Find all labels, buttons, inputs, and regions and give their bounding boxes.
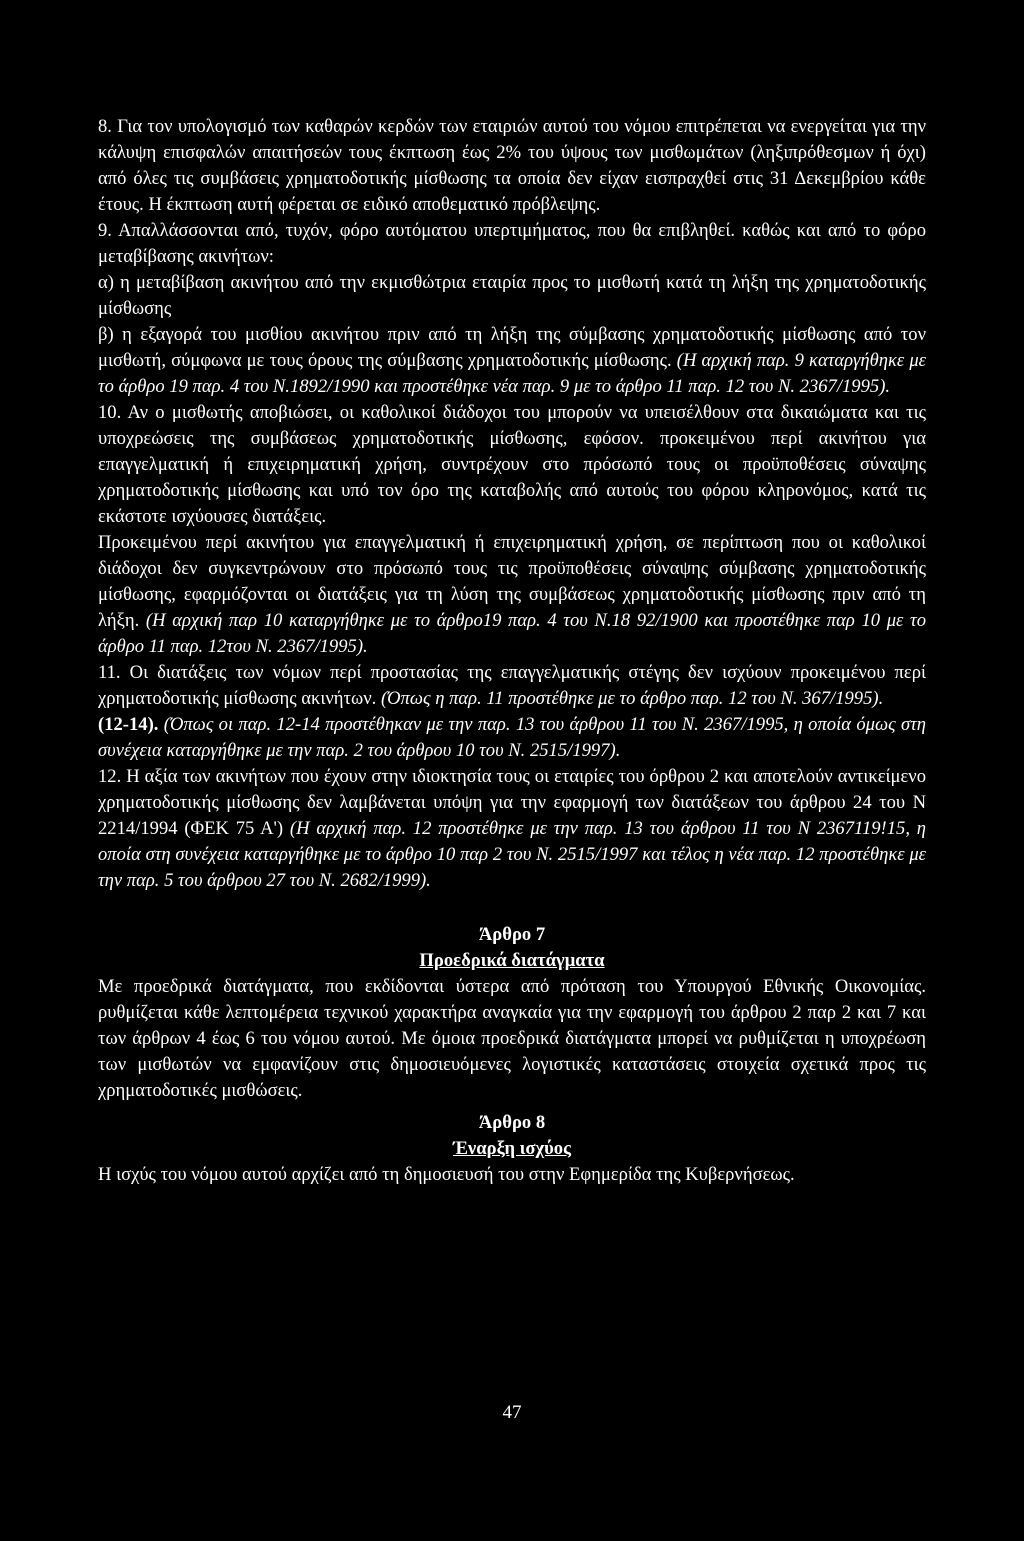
- paragraph-9-item-a: α) η μεταβίβαση ακινήτου από την εκμισθώτρια εταιρία προς το μισθωτή κατά τη λήξη της χρηματοδοτικής μίσθωσης: [98, 272, 926, 319]
- article-7-text: Με προεδρικά διατάγματα, που εκδίδονται ύστερα από πρόταση του Υπουργού Εθνικής Οικονομίας. ρυθμίζεται κάθε λεπτομέρεια τεχνικού χαρακτήρα αναγκαία για την εφαρμογή του άρθρου 2 παρ 2 και 7 και των άρθρων 4 έως 6 του νόμου αυτού. Με όμοια προεδρικά διατάγματα μπορεί να ρυθμίζεται η υποχρέωση των μισθωτών να εμφανίζουν στις δημοσιευόμενες λογιστικές καταστάσεις στοιχεία σχετικά προς τις χρηματοδοτικές μισθώσεις.: [98, 976, 926, 1101]
- paragraph-8: 8. Για τον υπολογισμό των καθαρών κερδών των εταιριών αυτού του νόμου επιτρέπεται να ενεργείται για την κάλυψη επισφαλών απαιτήσεών τους έκπτωση έως 2% του ύψους των μισθωμάτων (ληξιπρόθεσμων ή όχι) από όλες τις συμβάσεις χρηματοδοτικής μίσθωσης τα οποία δεν είχαν εισπραχθεί στις 31 Δεκεμβρίου κάθε έτους. Η έκπτωση αυτή φέρεται σε ειδικό αποθεματικό πρόβλεψης.: [98, 116, 926, 215]
- paragraph-9-amendment-note: (Η αρχική παρ. 9 καταργήθηκε με το άρθρο 19 παρ. 4 του Ν.1892/1990 και προστέθηκε νέα παρ. 9 με το άρθρο 11 παρ. 12 του Ν. 2367/1995).: [98, 350, 926, 397]
- article-8-heading: Άρθρο 8: [478, 1112, 546, 1133]
- paragraph-11-amendment-note: (Όπως η παρ. 11 προστέθηκε με το άρθρο παρ. 12 του Ν. 367/1995).: [380, 688, 884, 709]
- article-7-title: Προεδρικά διατάγματα: [419, 950, 605, 971]
- paragraph-11: [98, 660, 926, 712]
- article-8-title: Έναρξη ισχύος: [453, 1138, 571, 1159]
- paragraph-12-amendment-note: (Η αρχική παρ. 12 προστέθηκε με την παρ. 13 του άρθρου 11 του Ν 2367119!15, η οποία στη συνέχεια καταργήθηκε με το άρθρο 10 παρ 2 του Ν. 2515/1997 και τέλος η νέα παρ. 12 προστέθηκε με την παρ. 5 του άρθρου 27 του Ν. 2682/1999).: [98, 818, 927, 891]
- paragraph-10-second: [98, 530, 926, 660]
- paragraph-10: 10. Αν ο μισθωτής αποβιώσει, οι καθολικοί διάδοχοι του μπορούν να υπεισέλθουν στα δικαιώματα και τις υποχρεώσεις της συμβάσεως χρηματοδοτικής μίσθωσης, εφόσον. προκειμένου περί ακινήτου για επαγγελματική ή επιχειρηματική χρήση, συντρέχουν στο πρόσωπό τους οι προϋποθέσεις σύναψης χρηματοδοτικής μίσθωσης και υπό τον όρο της καταβολής από αυτούς του φόρου κληρονόμος, κατά τις εκάστοτε ισχύουσες διατάξεις.: [98, 402, 926, 527]
- paragraph-9: 9. Απαλλάσσονται από, τυχόν, φόρο αυτόματου υπερτιμήματος, που θα επιβληθεί. καθώς και από το φόρο μεταβίβασης ακινήτων:: [98, 220, 926, 267]
- paragraph-12: [98, 764, 926, 894]
- paragraph-12-14-note: (Όπως οι παρ. 12-14 προστέθηκαν με την παρ. 13 του άρθρου 11 του Ν. 2367/1995, η οποία όμως στη συνέχεια καταργήθηκε με την παρ. 2 του άρθρου 10 του Ν. 2515/1997).: [98, 714, 926, 761]
- page-number: 47: [502, 1402, 522, 1423]
- paragraph-12-14: [98, 712, 926, 764]
- paragraph-12-text: 12. Η αξία των ακινήτων που έχουν στην ιδιοκτησία τους οι εταιρίες του όρθρου 2 και αποτελούν αντικείμενο χρηματοδοτικής μίσθωσης δεν λαμβάνεται υπόψη για την εφαρμογή των διατάξεων του άρθρου 24 του Ν 2214/1994 (ΦΕΚ 75 Α'): [98, 766, 926, 839]
- paragraph-12-14-label: (12-14).: [98, 714, 159, 735]
- paragraph-9-item-b: [98, 322, 926, 400]
- article-7-heading: Άρθρο 7: [478, 924, 546, 945]
- paragraph-11-text: 11. Οι διατάξεις των νόμων περί προστασίας της επαγγελματικής στέγης δεν ισχύουν προκειμένου περί χρηματοδοτικής μίσθωσης ακινήτων.: [98, 662, 926, 709]
- paragraph-10-second-text: Προκειμένου περί ακινήτου για επαγγελματική ή επιχειρηματική χρήση, σε περίπτωση που οι καθολικοί διάδοχοι δεν συγκεντρώνουν στο πρόσωπό τους τις προϋποθέσεις σύναψης σύμβασης χρηματοδοτικής μίσθωσης, εφαρμόζονται οι διατάξεις για τη λύση της συμβάσεως χρηματοδοτικής μίσθωσης πριν από τη λήξη.: [98, 532, 926, 631]
- paragraph-10-amendment-note: (Η αρχική παρ 10 καταργήθηκε με το άρθρο19 παρ. 4 του Ν.18 92/1900 και προστέθηκε παρ 10 με το άρθρο 11 παρ. 12του Ν. 2367/1995).: [98, 610, 926, 657]
- paragraph-9-item-b-text: β) η εξαγορά του μισθίου ακινήτου πριν από τη λήξη της σύμβασης χρηματοδοτικής μίσθωσης από τον μισθωτή, σύμφωνα με τους όρους της σύμβασης χρηματοδοτικής μίσθωσης.: [98, 324, 926, 371]
- article-8-text: Η ισχύς του νόμου αυτού αρχίζει από τη δημοσιευσή του στην Εφημερίδα της Κυβερνήσεως.: [98, 1164, 795, 1185]
- document-body: [98, 114, 926, 1188]
